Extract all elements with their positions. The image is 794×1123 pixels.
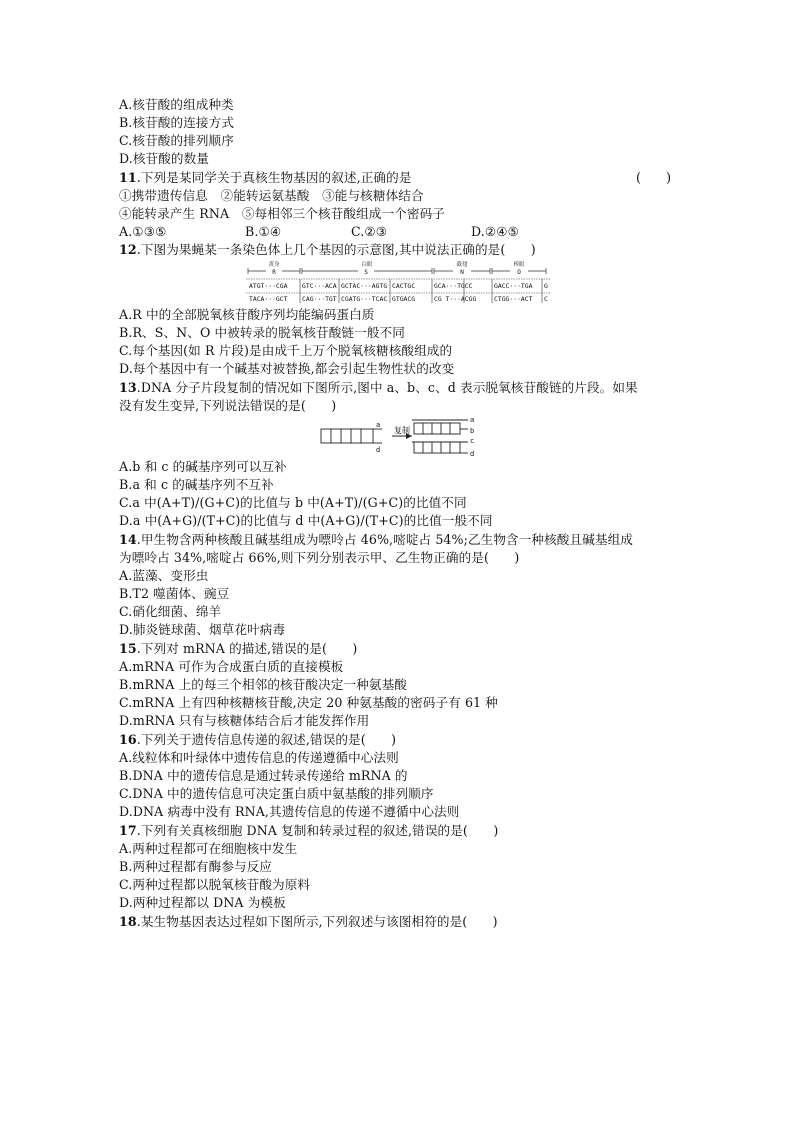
q12-option-a: A.R 中的全部脱氧核苷酸序列均能编码蛋白质 [119, 307, 375, 322]
top-strand-seg-3: GCTAC···AGTG [341, 282, 388, 290]
q17-stem [119, 822, 498, 840]
bottom-strand-seg-7: C [544, 295, 548, 303]
q16-number: 16 [119, 732, 137, 747]
q13-stem-text: .DNA 分子片段复制的情况如下图所示,图中 a、b、c、d 表示脱氧核苷酸链的片段。如果 [136, 380, 638, 395]
q13-option-a: A.b 和 c 的碱基序列可以互补 [119, 459, 287, 474]
bottom-strand-seg-1: TACA···GCT [249, 295, 288, 303]
q10-option-c: C.核苷酸的排列顺序 [119, 133, 234, 148]
q11-stem-text: .下列是某同学关于真核生物基因的叙述,正确的是 [136, 170, 412, 185]
top-strand-seg-7: G [544, 282, 548, 290]
q15-number: 15 [119, 641, 137, 656]
q15-option-a: A.mRNA 可作为合成蛋白质的直接模板 [119, 659, 344, 674]
q13-option-c: C.a 中(A+T)/(G+C)的比值与 b 中(A+T)/(G+C)的比值不同 [119, 495, 467, 510]
q14-number: 14 [119, 532, 137, 547]
q17-option-b: B.两种过程都有酶参与反应 [119, 859, 273, 874]
gene-letter-o: O [517, 269, 521, 276]
q16-option-b: B.DNA 中的遗传信息是通过转录传递给 mRNA 的 [119, 768, 408, 783]
daughter-strand-d-label: d [470, 450, 475, 458]
q11-items-line1: ①携带遗传信息 ②能转运氨基酸 ③能与核糖体结合 [119, 188, 424, 203]
gene-letter-r: R [272, 269, 276, 276]
top-strand-seg-2: GTC···ACA [302, 282, 337, 290]
q12-option-b: B.R、S、N、O 中被转录的脱氧核苷酸链一般不同 [119, 325, 405, 340]
top-strand-seg-1: ATGT···CGA [249, 282, 288, 290]
q16-option-a: A.线粒体和叶绿体中遗传信息的传递遵循中心法则 [119, 750, 399, 765]
q14-option-d: D.肺炎链球菌、烟草花叶病毒 [119, 622, 286, 637]
q18-stem-text: .某生物基因表达过程如下图所示,下列叙述与该图相符的是( ) [136, 914, 498, 929]
q13-option-d: D.a 中(A+G)/(T+C)的比值与 d 中(A+G)/(T+C)的比值一般不同 [119, 513, 493, 528]
parent-strand-a-label: a [376, 421, 381, 429]
q14-option-c: C.硝化细菌、绵羊 [119, 604, 222, 619]
bottom-strand-seg-3: CGATG···TCAC [341, 295, 388, 303]
q14-stem-line2: 为嘌呤占 34%,嘧啶占 66%,则下列分别表示甲、乙生物正确的是( ) [119, 550, 520, 565]
dna-replication-figure [318, 414, 478, 460]
q11-option-b: B.①④ [245, 224, 282, 239]
q17-option-c: C.两种过程都以脱氧核苷酸为原料 [119, 877, 311, 892]
q16-option-c: C.DNA 中的遗传信息可决定蛋白质中氨基酸的排列顺序 [119, 786, 434, 801]
daughter-strand-b-label: b [470, 427, 475, 435]
q11-option-c: C.②③ [351, 224, 388, 239]
gene-letter-n: N [460, 269, 464, 276]
q11-answer-paren: ( ) [636, 170, 672, 185]
q17-option-d: D.两种过程都以 DNA 为模板 [119, 895, 286, 910]
q17-option-a: A.两种过程都可在细胞核中发生 [119, 841, 298, 856]
q14-option-a: A.蓝藻、变形虫 [119, 568, 209, 583]
gene-name-bar-eye: 棒眼 [513, 262, 525, 268]
q18-stem [119, 913, 498, 931]
q16-stem-text: .下列关于遗传信息传递的叙述,错误的是( ) [136, 732, 397, 747]
q12-stem-text: .下图为果蝇某一条染色体上几个基因的示意图,其中说法正确的是( ) [136, 242, 536, 257]
bottom-strand-seg-4: GTGACG [392, 295, 416, 303]
q14-option-b: B.T2 噬菌体、豌豆 [119, 586, 230, 601]
parent-strand-d-label: d [376, 446, 381, 454]
q10-option-d: D.核苷酸的数量 [119, 151, 210, 166]
q11-options [119, 223, 519, 241]
q13-stem-line1 [119, 379, 638, 397]
q11-stem [119, 169, 412, 187]
bottom-strand-seg-2: CAG···TGT [302, 295, 337, 303]
q12-stem [119, 241, 536, 259]
q18-number: 18 [119, 914, 137, 929]
daughter-strand-c-label: c [470, 437, 475, 445]
top-strand-seg-4: CACTGC [392, 282, 416, 290]
q11-option-a: A.①③⑤ [119, 224, 167, 239]
q10-option-a: A.核苷酸的组成种类 [119, 97, 234, 112]
q12-option-c: C.每个基因(如 R 片段)是由成千上万个脱氧核糖核酸组成的 [119, 343, 453, 358]
q12-option-d: D.每个基因中有一个碱基对被替换,都会引起生物性状的改变 [119, 361, 455, 376]
q11-option-d: D.②④⑤ [471, 224, 520, 239]
q10-option-b: B.核苷酸的连接方式 [119, 115, 235, 130]
q17-stem-text: .下列有关真核细胞 DNA 复制和转录过程的叙述,错误的是( ) [136, 823, 499, 838]
q15-option-d: D.mRNA 只有与核糖体结合后才能发挥作用 [119, 713, 370, 728]
q13-number: 13 [119, 380, 137, 395]
daughter-strand-a-label: a [470, 416, 475, 424]
q16-option-d: D.DNA 病毒中没有 RNA,其遗传信息的传递不遵循中心法则 [119, 804, 460, 819]
gene-name-cut-wing: 截翅 [456, 262, 468, 268]
q14-stem-text: .甲生物含两种核酸且碱基组成为嘌呤占 46%,嘧啶占 54%;乙生物含一种核酸且碱基组成 [136, 532, 633, 547]
bottom-strand-seg-6: CTGG···ACT [494, 295, 533, 303]
bottom-strand-seg-5: CG T···ACGG [434, 295, 477, 303]
top-strand-seg-6: GACC···TGA [494, 282, 533, 290]
q15-stem-text: .下列对 mRNA 的描述,错误的是( ) [136, 641, 358, 656]
q11-number: 11 [119, 170, 137, 185]
gene-name-white-eye: 白眼 [361, 262, 373, 268]
gene-letter-s: S [364, 269, 368, 276]
q15-option-c: C.mRNA 上有四种核糖核苷酸,决定 20 种氨基酸的密码子有 61 种 [119, 695, 498, 710]
q13-option-b: B.a 和 c 的碱基序列不互补 [119, 477, 274, 492]
q14-stem-line1 [119, 531, 633, 549]
q17-number: 17 [119, 823, 137, 838]
q15-option-b: B.mRNA 上的每三个相邻的核苷酸决定一种氨基酸 [119, 677, 407, 692]
q15-stem [119, 640, 357, 658]
q13-stem-line2: 没有发生变异,下列说法错误的是( ) [119, 398, 337, 413]
top-strand-seg-5: GCA···TGCC [434, 282, 473, 290]
q11-items-line2: ④能转录产生 RNA ⑤每相邻三个核苷酸组成一个密码子 [119, 206, 445, 221]
replication-arrow-label: 复制 [394, 426, 410, 435]
gene-map-figure [246, 259, 552, 305]
gene-name-yellow-body: 黄身 [268, 262, 280, 268]
q16-stem [119, 731, 396, 749]
q12-number: 12 [119, 242, 137, 257]
